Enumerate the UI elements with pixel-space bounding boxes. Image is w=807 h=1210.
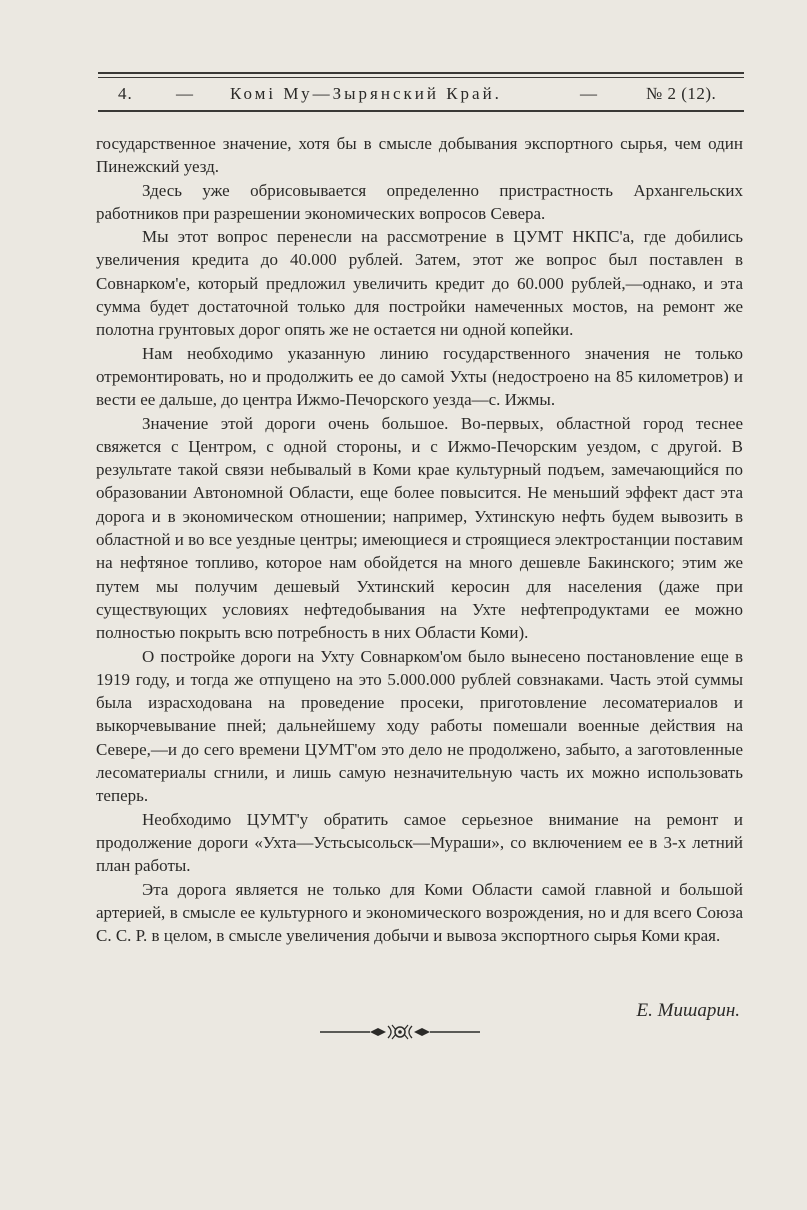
paragraph: Нам необходимо указанную линию государственного значения не только отремонтировать, но и продолжить ее до самой Ухты (недостроено на 85 километров) и вести ее дальше, до центра Ижмо-Печорского уезда—с. Ижмы. (96, 343, 743, 410)
running-header (98, 82, 744, 108)
paragraph: государственное значение, хотя бы в смысле добывания экспортного сырья, чем один Пинежский уезд. (96, 134, 743, 177)
header-rule-bottom (98, 110, 744, 112)
paragraph: Значение этой дороги очень большое. Во-первых, областной город теснее свяжется с Центром, с одной стороны, и с Ижмо-Печорским уездом, с другой. В результате такой связи небывалый в Коми крае культурный подъем, замечающийся по образовании Автономной Области, еще более повысится. Не меньший эффект даст эта дорога и в экономическом отношении; например, Ухтинскую нефть будем вывозить в областной и во все уездные центры; имеющиеся и строящиеся электростанции поставим на нефтяное топливо, которое нам обойдется на много дешевле Бакинского; этим же путем мы получим дешевый Ухтинский керосин для населения (даже при существующих условиях нефтедобывания на Ухте нефтепродуктами ее можно полностью покрыть всю потребность в них Области Коми). (96, 413, 743, 643)
paragraph: Мы этот вопрос перенесли на рассмотрение в ЦУМТ НКПС'а, где добились увеличения кредита до 40.000 рублей. Затем, этот же вопрос был поставлен в Совнарком'е, который предложил увеличить кредит до 60.000 рублей,—однако, и эта сумма будет достаточной только для постройки намеченных мостов, на ремонт же полотна грунтовых дорог опять же не остается ни одной копейки. (96, 227, 743, 340)
ornament-divider-icon (318, 1022, 482, 1042)
page-number: 4. (118, 84, 133, 103)
paragraph: Здесь уже обрисовывается определенно пристрастность Архангельских работников при разрешении экономических вопросов Севера. (96, 180, 743, 223)
header-dash-left: — (176, 84, 194, 103)
paragraph: О постройке дороги на Ухту Совнарком'ом было вынесено постановление еще в 1919 году, и тогда же отпущено на это 5.000.000 рублей совзнаками. Часть этой суммы была израсходована на проведение просеки, приготовление лесоматериалов и выкорчевывание пней; дальнейшему ходу работы помешали военные действия на Севере,—и до сего времени ЦУМТ'ом это дело не продолжено, забыто, а заготовленные лесоматериалы сгнили, и лишь самую незначительную часть их можно использовать теперь. (96, 646, 743, 806)
paragraph: Необходимо ЦУМТ'у обратить самое серьезное внимание на ремонт и продолжение дороги «Ухта—Устьсысольск—Мураши», со включением ее в 3-х летний план работы. (96, 809, 743, 876)
header-rule-top-thin (98, 77, 744, 78)
header-rule-top (98, 72, 744, 74)
issue-number: № 2 (12). (646, 84, 717, 103)
header-dash-right: — (580, 84, 598, 103)
author-signature: Е. Мишарин. (636, 1000, 740, 1021)
article-body (96, 132, 743, 947)
journal-title: Комі Му—Зырянский Край. (230, 84, 502, 103)
paragraph: Эта дорога является не только для Коми Области самой главной и большой артерией, в смысле ее культурного и экономического возрождения, но и для всего Союза С. С. Р. в целом, в смысле увеличения добычи и вывоза экспортного сырья Коми края. (96, 879, 743, 946)
